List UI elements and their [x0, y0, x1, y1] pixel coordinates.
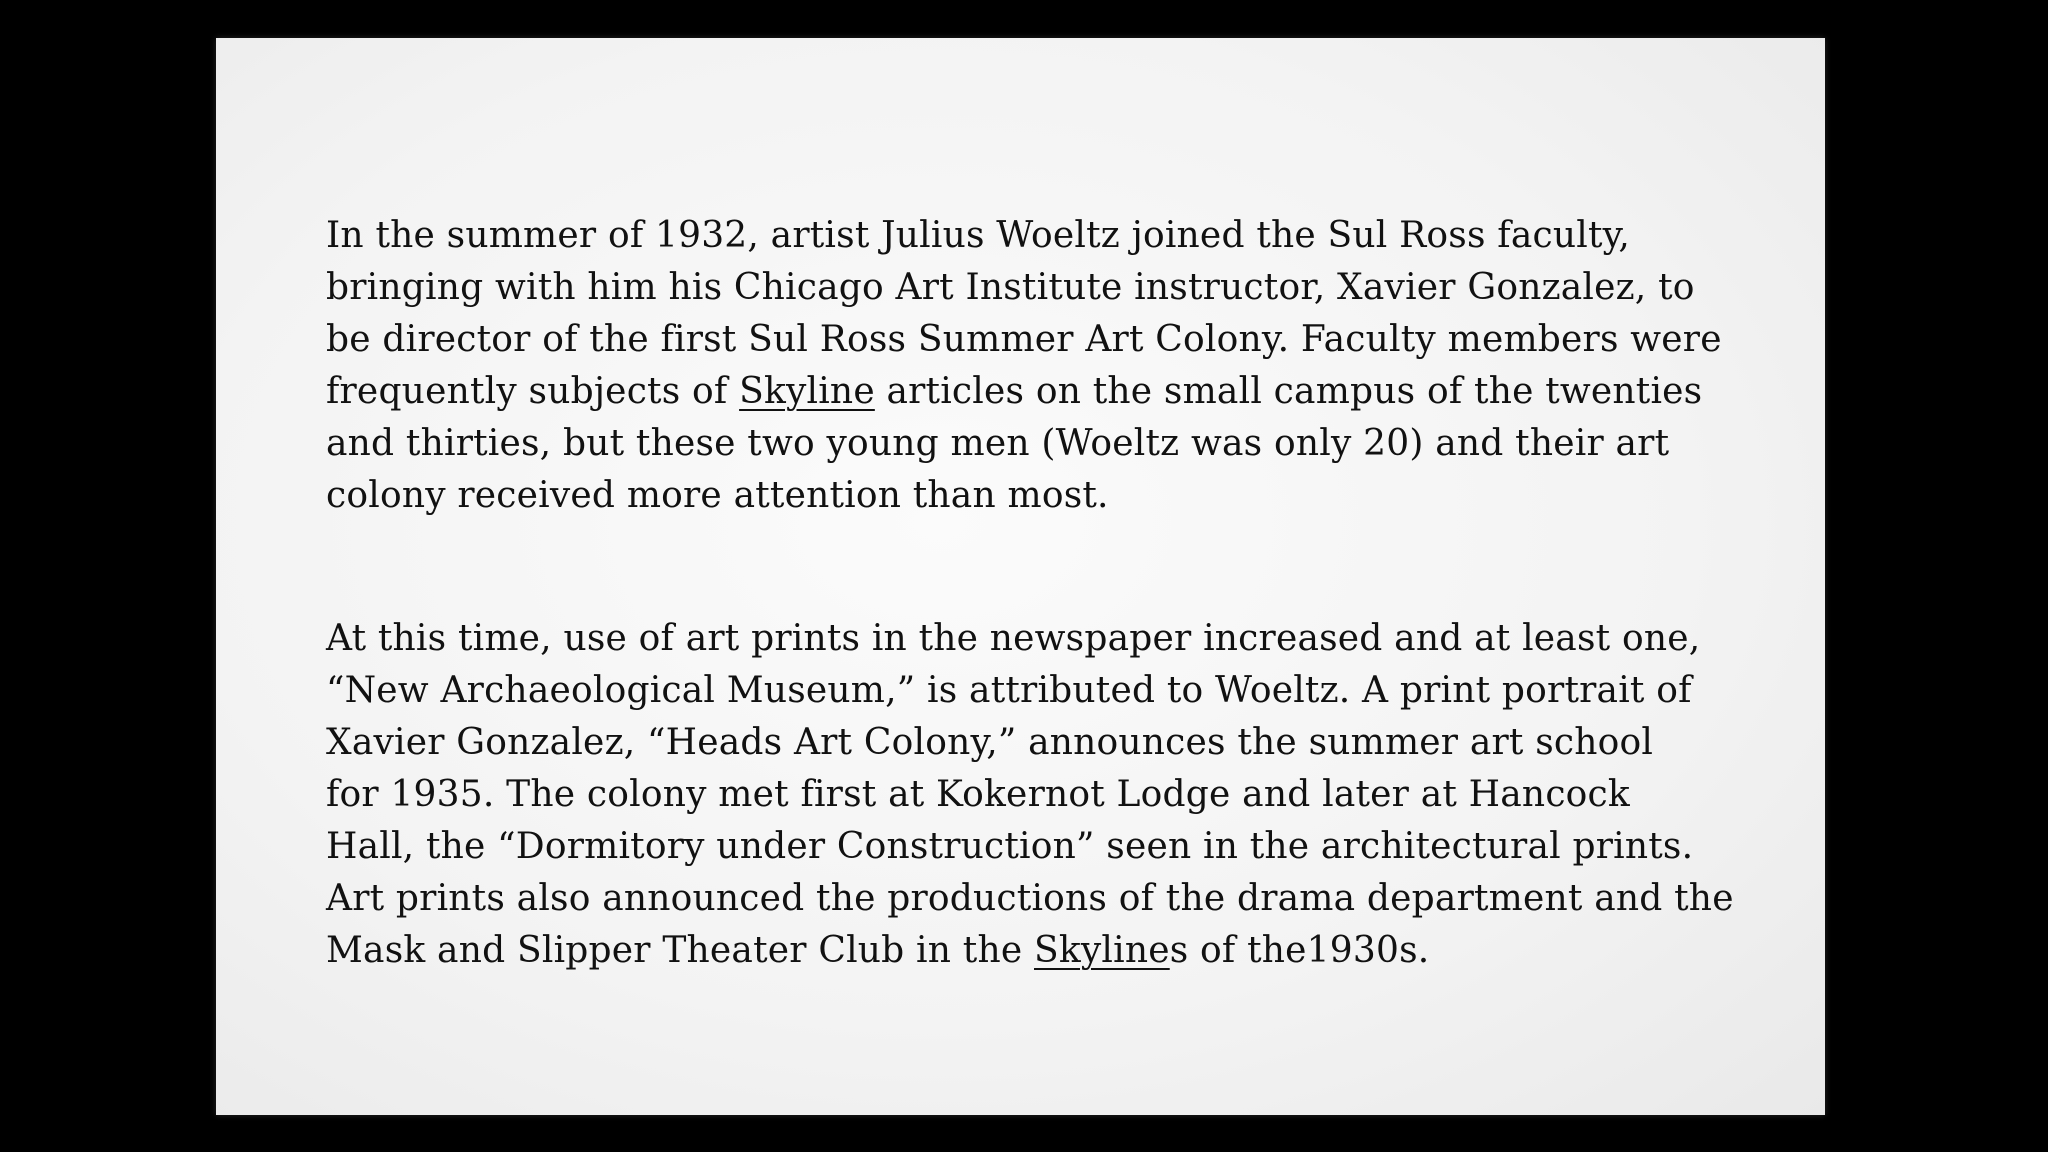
paragraph-2: [326, 613, 1746, 977]
paragraph-1-line-4: [326, 366, 1746, 418]
paragraph-2-line-1: At this time, use of art prints in the newspaper increased and at least one,: [326, 618, 1701, 659]
paragraph-2-line-7: [326, 925, 1746, 977]
paragraph-1-line-2: bringing with him his Chicago Art Institute instructor, Xavier Gonzalez, to: [326, 267, 1695, 308]
line-4-text-before: frequently subjects of: [326, 371, 740, 412]
text-placard: [216, 38, 1825, 1115]
paragraph-2-line-3: Xavier Gonzalez, “Heads Art Colony,” announces the summer art school: [326, 722, 1654, 763]
paragraph-2-line-2: “New Archaeological Museum,” is attributed to Woeltz. A print portrait of: [326, 670, 1692, 711]
skylines-underlined-title: Skyline: [1034, 930, 1170, 971]
paragraph-1-line-6: colony received more attention than most.: [326, 475, 1109, 516]
paragraph-2-line-6: Art prints also announced the productions of the drama department and the: [326, 878, 1734, 919]
paragraph-1-line-1: In the summer of 1932, artist Julius Woeltz joined the Sul Ross faculty,: [326, 215, 1631, 256]
line-7-text-before: Mask and Slipper Theater Club in the: [326, 930, 1034, 971]
paragraph-1-line-5: and thirties, but these two young men (Woeltz was only 20) and their art: [326, 423, 1670, 464]
line-7-text-after: s of the1930s.: [1169, 930, 1430, 971]
paragraph-2-line-4: for 1935. The colony met first at Kokernot Lodge and later at Hancock: [326, 774, 1630, 815]
paragraph-1-line-3: be director of the first Sul Ross Summer Art Colony. Faculty members were: [326, 319, 1722, 360]
line-4-text-after: articles on the small campus of the twenties: [874, 371, 1703, 412]
paragraph-1: [326, 210, 1746, 522]
skyline-underlined-title: Skyline: [739, 371, 875, 412]
paragraph-2-line-5: Hall, the “Dormitory under Construction” seen in the architectural prints.: [326, 826, 1694, 867]
